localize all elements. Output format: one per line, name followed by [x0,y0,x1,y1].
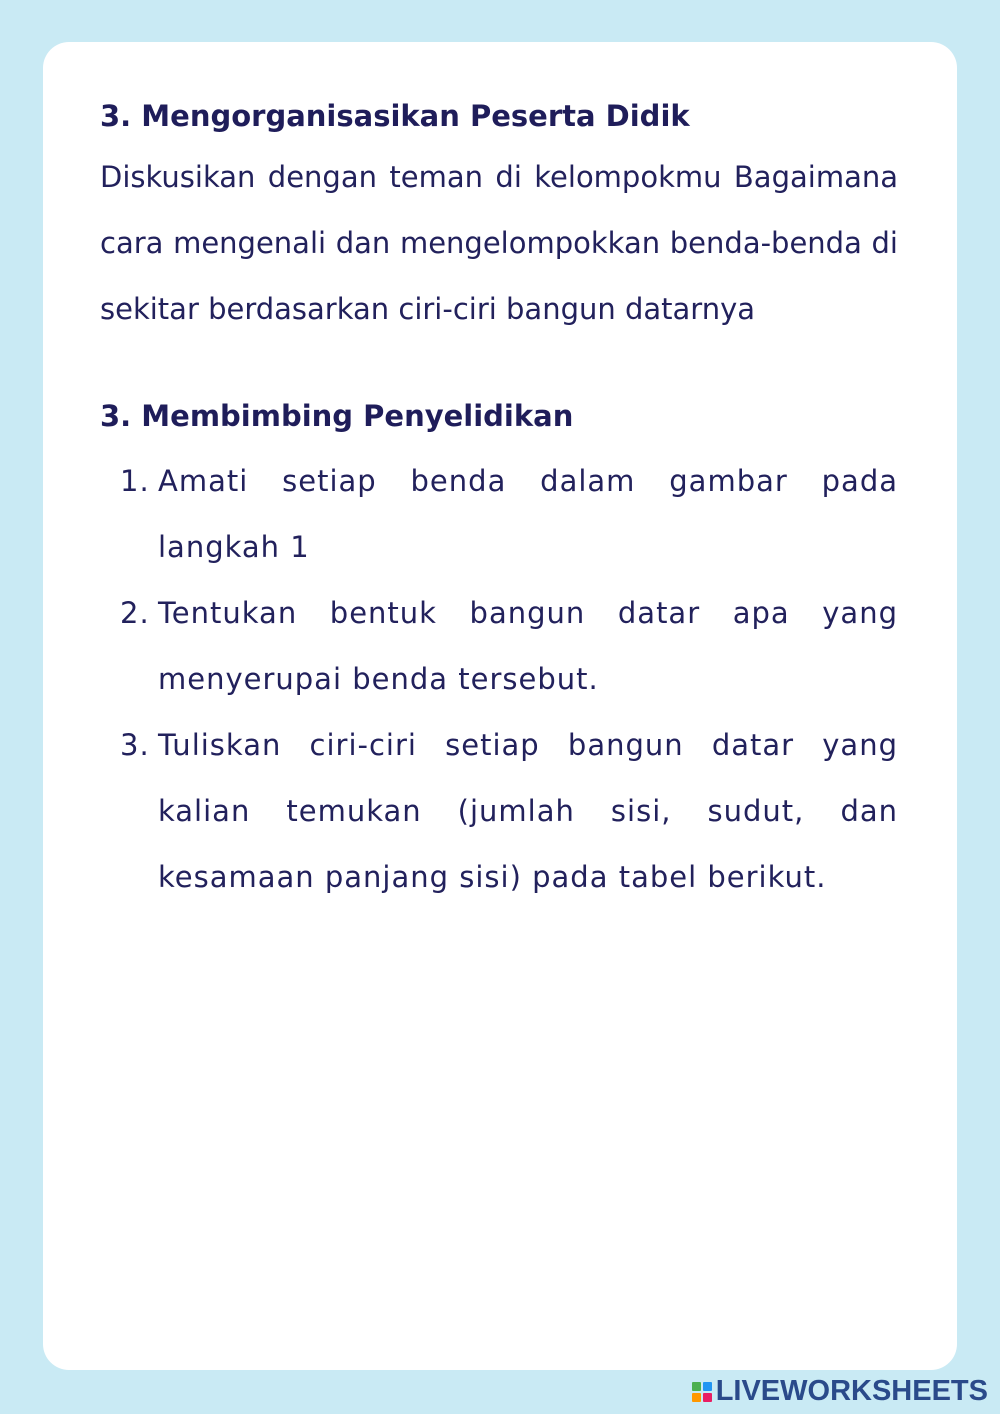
list-item [100,712,898,910]
steps-list [100,448,898,910]
section-investigate [100,392,898,910]
step-text: Tentukan bentuk bangun datar apa yang menyerupai benda tersebut. [158,596,898,696]
section-heading-investigate: 3. Membimbing Penyelidikan [100,399,574,433]
list-item [100,580,898,712]
worksheet-content [100,92,898,910]
step-number: 3. [120,728,150,762]
watermark-text: LIVEWORKSHEETS [715,1375,988,1407]
step-number: 1. [120,464,150,498]
liveworksheets-watermark [692,1375,988,1408]
section-organize [100,92,898,342]
section-heading-organize: 3. Mengorganisasikan Peserta Didik [100,99,690,133]
list-item [100,448,898,580]
step-text: Amati setiap benda dalam gambar pada langkah 1 [158,464,898,564]
liveworksheets-logo-icon [692,1382,712,1402]
step-text: Tuliskan ciri-ciri setiap bangun datar yang kalian temukan (jumlah sisi, sudut, dan kesamaan panjang sisi) pada tabel berikut. [158,728,898,894]
step-number: 2. [120,596,150,630]
section-paragraph-organize: Diskusikan dengan teman di kelompokmu Bagaimana cara mengenali dan mengelompokkan benda-benda di sekitar berdasarkan ciri-ciri bangun datarnya [100,160,898,326]
